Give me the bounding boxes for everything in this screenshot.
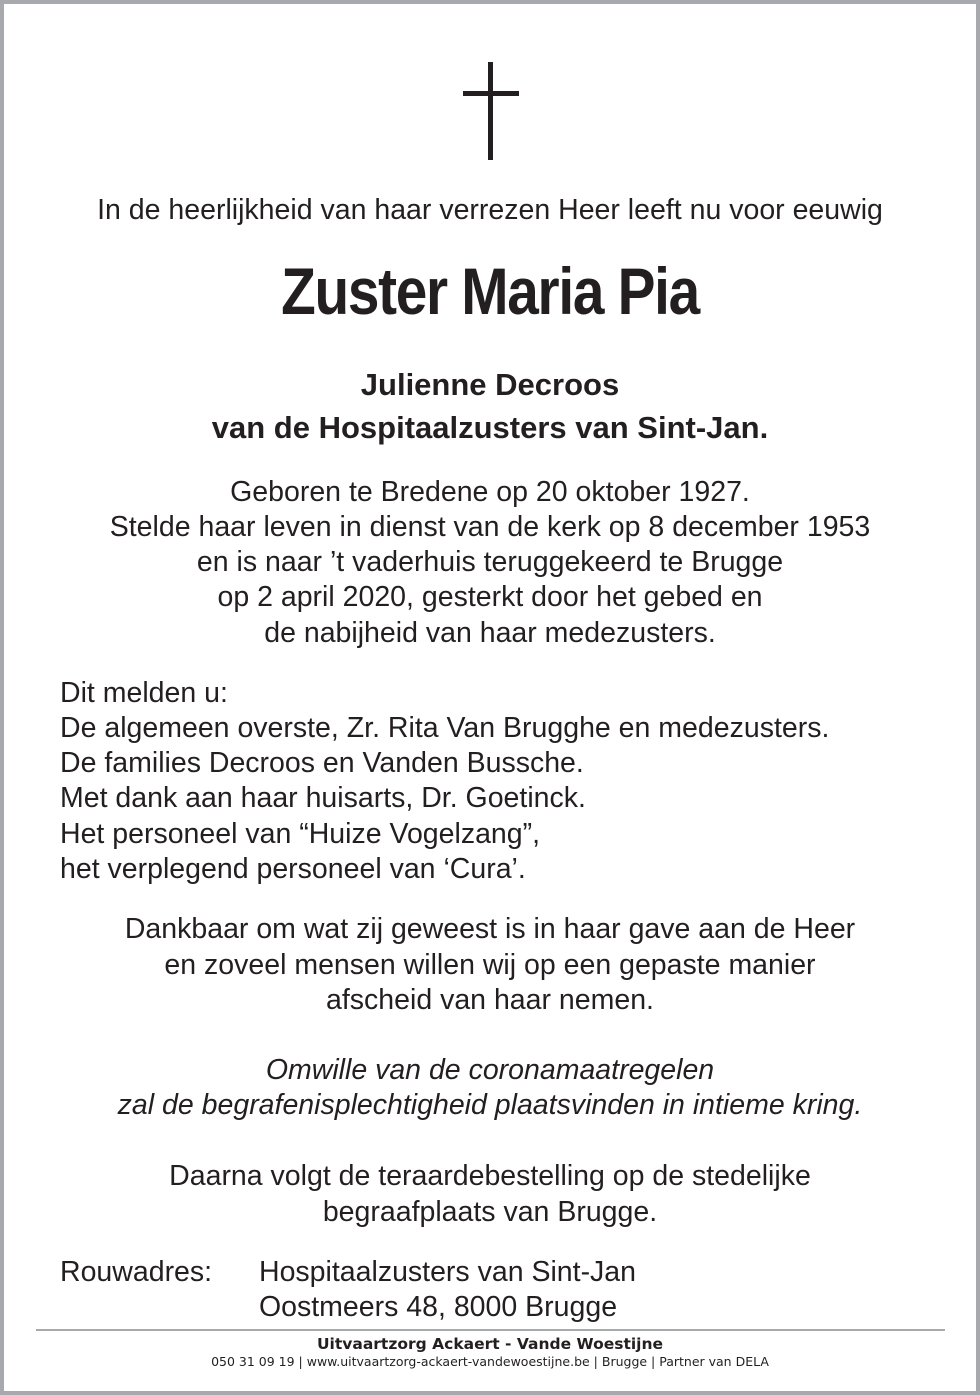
announcer-line: De algemeen overste, Zr. Rita Van Brugghe en medezusters. (60, 712, 830, 744)
bio-line: Geboren te Bredene op 20 oktober 1927. (230, 476, 750, 508)
gratitude-line: en zoveel mensen willen wij op een gepaste manier (164, 949, 816, 981)
cross-icon (461, 62, 521, 160)
bio-line: en is naar ’t vaderhuis teruggekeerd te Brugge (196, 546, 784, 578)
gratitude-line: afscheid van haar nemen. (326, 984, 654, 1016)
announcer-line: De families Decroos en Vanden Bussche. (60, 747, 584, 779)
civil-name: Julienne Decroos (360, 367, 620, 402)
burial-line: begraafplaats van Brugge. (322, 1196, 658, 1228)
announcer-line: Het personeel van “Huize Vogelzang”, (60, 818, 541, 850)
corona-line: zal de begrafenisplechtigheid plaatsvinden in intieme kring. (117, 1089, 863, 1121)
announcer-line: Dit melden u: (60, 677, 228, 709)
bio-line: Stelde haar leven in dienst van de kerk op 8 december 1953 (109, 511, 871, 543)
intro-text: In de heerlijkheid van haar verrezen Heer leeft nu voor eeuwig (97, 194, 883, 226)
burial-line: Daarna volgt de teraardebestelling op de stedelijke (169, 1160, 811, 1192)
mourning-address-line: Hospitaalzusters van Sint-Jan (259, 1256, 637, 1288)
corona-line: Omwille van de coronamaatregelen (265, 1054, 715, 1086)
deceased-name: Zuster Maria Pia (281, 254, 699, 328)
bio-line: op 2 april 2020, gesterkt door het gebed en (217, 581, 763, 613)
congregation: van de Hospitaalzusters van Sint-Jan. (211, 410, 769, 445)
mourning-address-line: Oostmeers 48, 8000 Brugge (259, 1291, 618, 1323)
mourning-address-label: Rouwadres: (60, 1256, 213, 1288)
gratitude-line: Dankbaar om wat zij geweest is in haar gave aan de Heer (124, 913, 856, 945)
footer-divider (36, 1329, 945, 1331)
funeral-home-info: 050 31 09 19 | www.uitvaartzorg-ackaert-vandewoestijne.be | Brugge | Partner van DELA (211, 1354, 769, 1369)
announcer-line: het verplegend personeel van ‘Cura’. (60, 853, 526, 885)
announcer-line: Met dank aan haar huisarts, Dr. Goetinck. (60, 782, 586, 814)
funeral-home-name: Uitvaartzorg Ackaert - Vande Woestijne (316, 1335, 664, 1353)
bio-line: de nabijheid van haar medezusters. (264, 617, 716, 649)
